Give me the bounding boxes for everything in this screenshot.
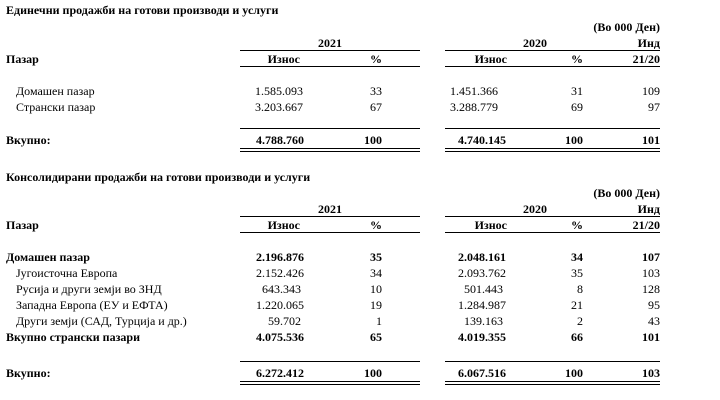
section1-total-pct-2021: 100 [364, 133, 382, 147]
section2-total-ind: 103 [642, 366, 660, 380]
section2-row-amount-2021: 59.702 [268, 314, 301, 328]
section2-foreign-total-pct-2021: 65 [370, 330, 382, 344]
section2-total-pct-2021: 100 [364, 366, 382, 380]
section2-row-pct-2021: 1 [376, 314, 382, 328]
section2-unit: (Во 000 Ден) [593, 186, 660, 200]
section1-row-amount-2021: 3.203.667 [255, 100, 303, 114]
section1-col-amount-2020: Износ [474, 52, 507, 66]
section1-2021-subheader-rule [240, 66, 420, 67]
section2-title: Консолидирани продажби на готови производи и услуги [6, 170, 311, 184]
section1-row-label: Странски пазар [16, 100, 96, 114]
section2-row-pct-2020: 8 [577, 282, 583, 296]
section2-2020-header-rule [445, 216, 660, 217]
section2-row-pct-2021: 34 [370, 266, 382, 280]
section2-row-amount-2020: 1.284.987 [458, 298, 506, 312]
section2-col-amount-2020: Износ [474, 218, 507, 232]
section2-row-pct-2020: 21 [571, 298, 583, 312]
section2-total-amount-2021: 6.272.412 [256, 366, 304, 380]
section2-year-2020: 2020 [523, 202, 547, 216]
section2-row-pct-2020: 35 [571, 266, 583, 280]
section2-row-amount-2021: 2.152.426 [256, 266, 304, 280]
section2-2020-subheader-rule [445, 232, 660, 233]
section1-total-bottom-rule-2020 [445, 148, 660, 152]
section1-ind-bottom: 21/20 [632, 52, 660, 66]
section2-foreign-total-ind: 101 [642, 330, 660, 344]
section1-2020-header-rule [445, 50, 660, 51]
section1-row-amount-2021: 1.585.093 [255, 84, 303, 98]
section1-row-pct-2020: 31 [571, 84, 583, 98]
section1-total-bottom-rule-2021 [240, 148, 420, 152]
section2-total-label: Вкупно: [6, 366, 51, 380]
section1-total-pct-2020: 100 [565, 133, 583, 147]
section2-row-ind: 95 [648, 298, 660, 312]
section2-total-amount-2020: 6.067.516 [458, 366, 506, 380]
section2-domestic-label: Домашен пазар [6, 250, 90, 264]
section1-total-amount-2020: 4.740.145 [458, 133, 506, 147]
section1-total-ind: 101 [642, 133, 660, 147]
section1-2020-subheader-rule [445, 66, 660, 67]
section2-domestic-pct-2021: 35 [370, 250, 382, 264]
section1-row-label: Домашен пазар [16, 84, 95, 98]
section2-ind-top: Инд [637, 202, 660, 216]
section1-row-ind: 109 [642, 84, 660, 98]
section2-row-amount-2021: 1.220.065 [256, 298, 304, 312]
section2-row-amount-2021: 643.343 [262, 282, 301, 296]
section2-foreign-total-amount-2020: 4.019.355 [458, 330, 506, 344]
section2-row-label: Други земји (САД, Турција и др.) [16, 314, 187, 328]
section2-domestic-amount-2020: 2.048.161 [458, 250, 506, 264]
section1-total-top-rule-2021 [240, 128, 420, 129]
section2-total-pct-2020: 100 [565, 366, 583, 380]
section1-col-amount-2021: Износ [267, 52, 300, 66]
section2-col-pct-2021: % [370, 218, 382, 232]
section1-title: Единечни продажби на готови производи и услуги [6, 3, 279, 17]
section1-row-pct-2021: 67 [370, 100, 382, 114]
section2-total-top-rule-2020 [445, 361, 660, 362]
section1-ind-top: Инд [637, 36, 660, 50]
section1-col-market: Пазар [6, 52, 39, 66]
section2-total-bottom-rule-2020 [445, 381, 660, 385]
section2-row-label: Русија и други земји во ЗНД [16, 282, 162, 296]
section2-domestic-amount-2021: 2.196.876 [256, 250, 304, 264]
section2-domestic-ind: 107 [642, 250, 660, 264]
section1-row-amount-2020: 3.288.779 [450, 100, 498, 114]
section2-ind-bottom: 21/20 [632, 218, 660, 232]
section2-col-amount-2021: Износ [267, 218, 300, 232]
section2-row-pct-2020: 2 [577, 314, 583, 328]
section2-2021-subheader-rule [240, 232, 420, 233]
section2-col-pct-2020: % [571, 218, 583, 232]
section2-row-amount-2020: 501.443 [464, 282, 503, 296]
section1-year-2020: 2020 [523, 36, 547, 50]
section2-row-pct-2021: 10 [370, 282, 382, 296]
section1-2021-header-rule [240, 50, 420, 51]
section1-row-pct-2020: 69 [571, 100, 583, 114]
section2-col-market: Пазар [6, 218, 39, 232]
section2-row-label: Западна Европа (ЕУ и ЕФТА) [16, 298, 168, 312]
section1-col-pct-2021: % [370, 52, 382, 66]
section1-row-ind: 97 [648, 100, 660, 114]
section1-col-pct-2020: % [571, 52, 583, 66]
section1-row-pct-2021: 33 [370, 84, 382, 98]
section1-year-2021: 2021 [318, 36, 342, 50]
section2-row-amount-2020: 2.093.762 [458, 266, 506, 280]
section2-row-amount-2020: 139.163 [464, 314, 503, 328]
section2-row-label: Југоисточна Европа [16, 266, 118, 280]
section2-row-ind: 43 [648, 314, 660, 328]
section1-total-label: Вкупно: [6, 133, 51, 147]
section2-year-2021: 2021 [318, 202, 342, 216]
section2-foreign-total-label: Вкупно странски пазари [6, 330, 141, 344]
section2-total-bottom-rule-2021 [240, 381, 420, 385]
section2-total-top-rule-2021 [240, 361, 420, 362]
section2-row-ind: 103 [642, 266, 660, 280]
section1-total-amount-2021: 4.788.760 [256, 133, 304, 147]
section2-2021-header-rule [240, 216, 420, 217]
section2-row-ind: 128 [642, 282, 660, 296]
section2-foreign-total-amount-2021: 4.075.536 [256, 330, 304, 344]
section2-foreign-total-pct-2020: 66 [571, 330, 583, 344]
section1-row-amount-2020: 1.451.366 [450, 84, 498, 98]
section2-domestic-pct-2020: 34 [571, 250, 583, 264]
section2-row-pct-2021: 19 [370, 298, 382, 312]
section1-total-top-rule-2020 [445, 128, 660, 129]
section1-unit: (Во 000 Ден) [593, 20, 660, 34]
